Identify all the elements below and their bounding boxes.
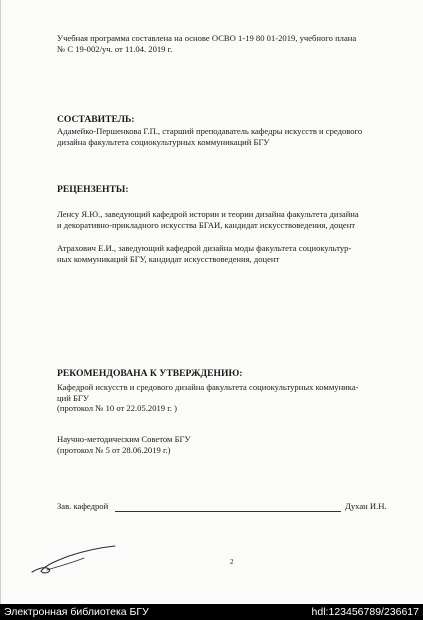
compiler-text <box>57 126 402 147</box>
intro-text <box>57 33 397 54</box>
signature-label: Зав. кафедрой <box>57 501 109 511</box>
compiler-line: дизайна факультета социокультурных коммуникаций БГУ <box>57 136 270 147</box>
recommended-line: Кафедрой искусств и средового дизайна факультета социокультурных коммуника- <box>57 382 359 392</box>
council-line: Научно-методическим Советом БГУ <box>57 434 191 444</box>
signature-row <box>57 501 402 515</box>
reviewer-2 <box>57 243 405 264</box>
page-number: 2 <box>230 558 234 566</box>
compiler-line: Адамейко-Першенкова Г.П., старший преподаватель кафедры искусств и средового <box>57 126 363 136</box>
reviewers-heading: РЕЦЕНЗЕНТЫ: <box>57 184 129 195</box>
recommended-text <box>57 382 405 414</box>
reviewer-line: Ленсу Я.Ю., заведующий кафедрой истории и теории дизайна факультета дизайна <box>57 209 359 219</box>
handle-id: hdl:123456789/236617 <box>311 606 419 618</box>
handwritten-signature-icon <box>29 544 119 578</box>
council-line: (протокол № 5 от 28.06.2019 г.) <box>57 444 171 455</box>
council-text <box>57 434 357 455</box>
compiler-heading: СОСТАВИТЕЛЬ: <box>57 114 135 125</box>
reviewer-line: и декоративно-прикладного искусства БГАИ, кандидат искусствоведения, доцент <box>57 219 356 230</box>
recommended-line: (протокол № 10 от 22.05.2019 г. ) <box>57 403 177 414</box>
reviewer-line: ных коммуникаций БГУ, кандидат искусствоведения, доцент <box>57 253 280 264</box>
reviewer-1 <box>57 209 405 230</box>
reviewer-line: Атрахович Е.И., заведующий кафедрой дизайна моды факультета социокультур- <box>57 243 352 253</box>
intro-line: Учебная программа составлена на основе ОСВО 1-19 80 01-2019, учебного плана <box>57 33 357 43</box>
signature-name: Духан И.Н. <box>345 501 387 511</box>
signature-line <box>115 511 341 512</box>
intro-line: № С 19-002/уч. от 11.04. 2019 г. <box>57 43 173 54</box>
library-footer <box>0 604 423 620</box>
recommended-line: ций БГУ <box>57 392 89 403</box>
recommended-heading: РЕКОМЕНДОВАНА К УТВЕРЖДЕНИЮ: <box>57 368 243 379</box>
library-name: Электронная библиотека БГУ <box>4 606 149 618</box>
